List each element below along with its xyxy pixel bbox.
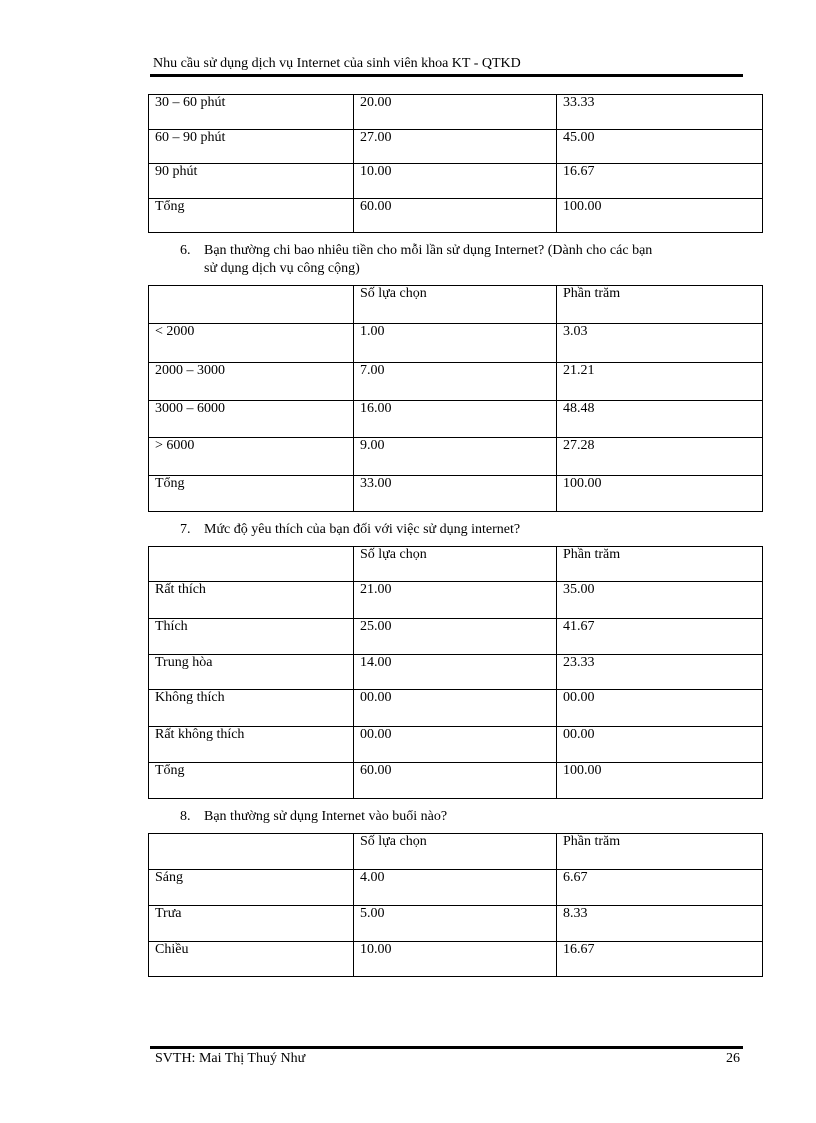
percent-cell: 48.48 — [557, 401, 763, 438]
count-cell: 7.00 — [354, 363, 557, 401]
page-header-title: Nhu cầu sử dụng dịch vụ Internet của sinh viên khoa KT - QTKD — [153, 56, 521, 71]
row-label: Rất thích — [149, 582, 354, 619]
preference-table — [148, 546, 763, 799]
table-row — [149, 476, 763, 512]
count-cell: 10.00 — [354, 942, 557, 977]
table-row — [149, 324, 763, 363]
percent-cell: 00.00 — [557, 727, 763, 763]
count-cell: 10.00 — [354, 164, 557, 199]
header-cell-empty — [149, 834, 354, 870]
header-cell-empty — [149, 286, 354, 324]
table-row — [149, 906, 763, 942]
percent-cell: 33.33 — [557, 95, 763, 130]
percent-cell: 100.00 — [557, 199, 763, 233]
header-cell-percent: Phần trăm — [557, 834, 763, 870]
table-row — [149, 942, 763, 977]
row-label: Tổng — [149, 763, 354, 799]
table-row — [149, 655, 763, 690]
count-cell: 16.00 — [354, 401, 557, 438]
table-row — [149, 582, 763, 619]
count-cell: 9.00 — [354, 438, 557, 476]
percent-cell: 21.21 — [557, 363, 763, 401]
table-row — [149, 438, 763, 476]
time-of-day-table — [148, 833, 763, 977]
header-cell-percent: Phần trăm — [557, 286, 763, 324]
row-label: < 2000 — [149, 324, 354, 363]
count-cell: 20.00 — [354, 95, 557, 130]
percent-cell: 00.00 — [557, 690, 763, 727]
table-header-row — [149, 547, 763, 582]
count-cell: 33.00 — [354, 476, 557, 512]
percent-cell: 100.00 — [557, 476, 763, 512]
header-cell-count: Số lựa chọn — [354, 834, 557, 870]
row-label: Rất không thích — [149, 727, 354, 763]
row-label: Trung hòa — [149, 655, 354, 690]
header-cell-count: Số lựa chọn — [354, 286, 557, 324]
row-label: 2000 – 3000 — [149, 363, 354, 401]
page-number: 26 — [726, 1051, 740, 1066]
count-cell: 1.00 — [354, 324, 557, 363]
row-label: 90 phút — [149, 164, 354, 199]
table-row — [149, 727, 763, 763]
count-cell: 60.00 — [354, 763, 557, 799]
percent-cell: 27.28 — [557, 438, 763, 476]
row-label: Thích — [149, 619, 354, 655]
count-cell: 21.00 — [354, 582, 557, 619]
spending-table — [148, 285, 763, 512]
row-label: Tổng — [149, 476, 354, 512]
count-cell: 27.00 — [354, 130, 557, 164]
table-row — [149, 763, 763, 799]
table-row — [149, 870, 763, 906]
question-text: Bạn thường sử dụng Internet vào buổi nào? — [204, 809, 448, 824]
count-cell: 4.00 — [354, 870, 557, 906]
question-6 — [180, 242, 740, 278]
row-label: Không thích — [149, 690, 354, 727]
row-label: 30 – 60 phút — [149, 95, 354, 130]
percent-cell: 3.03 — [557, 324, 763, 363]
table-row — [149, 95, 763, 130]
count-cell: 60.00 — [354, 199, 557, 233]
row-label: Chiều — [149, 942, 354, 977]
header-rule — [150, 74, 743, 77]
table-row — [149, 363, 763, 401]
question-number: 8. — [180, 809, 191, 824]
question-text-continued: sử dụng dịch vụ công cộng) — [204, 261, 360, 276]
count-cell: 00.00 — [354, 690, 557, 727]
row-label: 60 – 90 phút — [149, 130, 354, 164]
question-number: 7. — [180, 522, 191, 537]
table-row — [149, 619, 763, 655]
question-number: 6. — [180, 243, 191, 258]
percent-cell: 16.67 — [557, 942, 763, 977]
table-row — [149, 199, 763, 233]
percent-cell: 23.33 — [557, 655, 763, 690]
percent-cell: 16.67 — [557, 164, 763, 199]
question-7 — [180, 521, 740, 539]
row-label: Tổng — [149, 199, 354, 233]
table-row — [149, 164, 763, 199]
usage-duration-table — [148, 94, 763, 233]
footer-author: SVTH: Mai Thị Thuý Như — [155, 1051, 306, 1066]
percent-cell: 45.00 — [557, 130, 763, 164]
footer-rule — [150, 1046, 743, 1049]
percent-cell: 8.33 — [557, 906, 763, 942]
header-cell-count: Số lựa chọn — [354, 547, 557, 582]
row-label: Sáng — [149, 870, 354, 906]
question-text: Mức độ yêu thích của bạn đối với việc sử dụng internet? — [204, 522, 521, 537]
table-row — [149, 130, 763, 164]
question-text: Bạn thường chi bao nhiêu tiền cho mỗi lần sử dụng Internet? (Dành cho các bạn — [204, 243, 653, 258]
percent-cell: 6.67 — [557, 870, 763, 906]
row-label: > 6000 — [149, 438, 354, 476]
row-label: 3000 – 6000 — [149, 401, 354, 438]
percent-cell: 35.00 — [557, 582, 763, 619]
table-row — [149, 401, 763, 438]
count-cell: 5.00 — [354, 906, 557, 942]
question-8 — [180, 808, 740, 826]
header-cell-percent: Phần trăm — [557, 547, 763, 582]
row-label: Trưa — [149, 906, 354, 942]
count-cell: 14.00 — [354, 655, 557, 690]
percent-cell: 100.00 — [557, 763, 763, 799]
table-header-row — [149, 286, 763, 324]
count-cell: 25.00 — [354, 619, 557, 655]
table-header-row — [149, 834, 763, 870]
count-cell: 00.00 — [354, 727, 557, 763]
table-row — [149, 690, 763, 727]
header-cell-empty — [149, 547, 354, 582]
percent-cell: 41.67 — [557, 619, 763, 655]
